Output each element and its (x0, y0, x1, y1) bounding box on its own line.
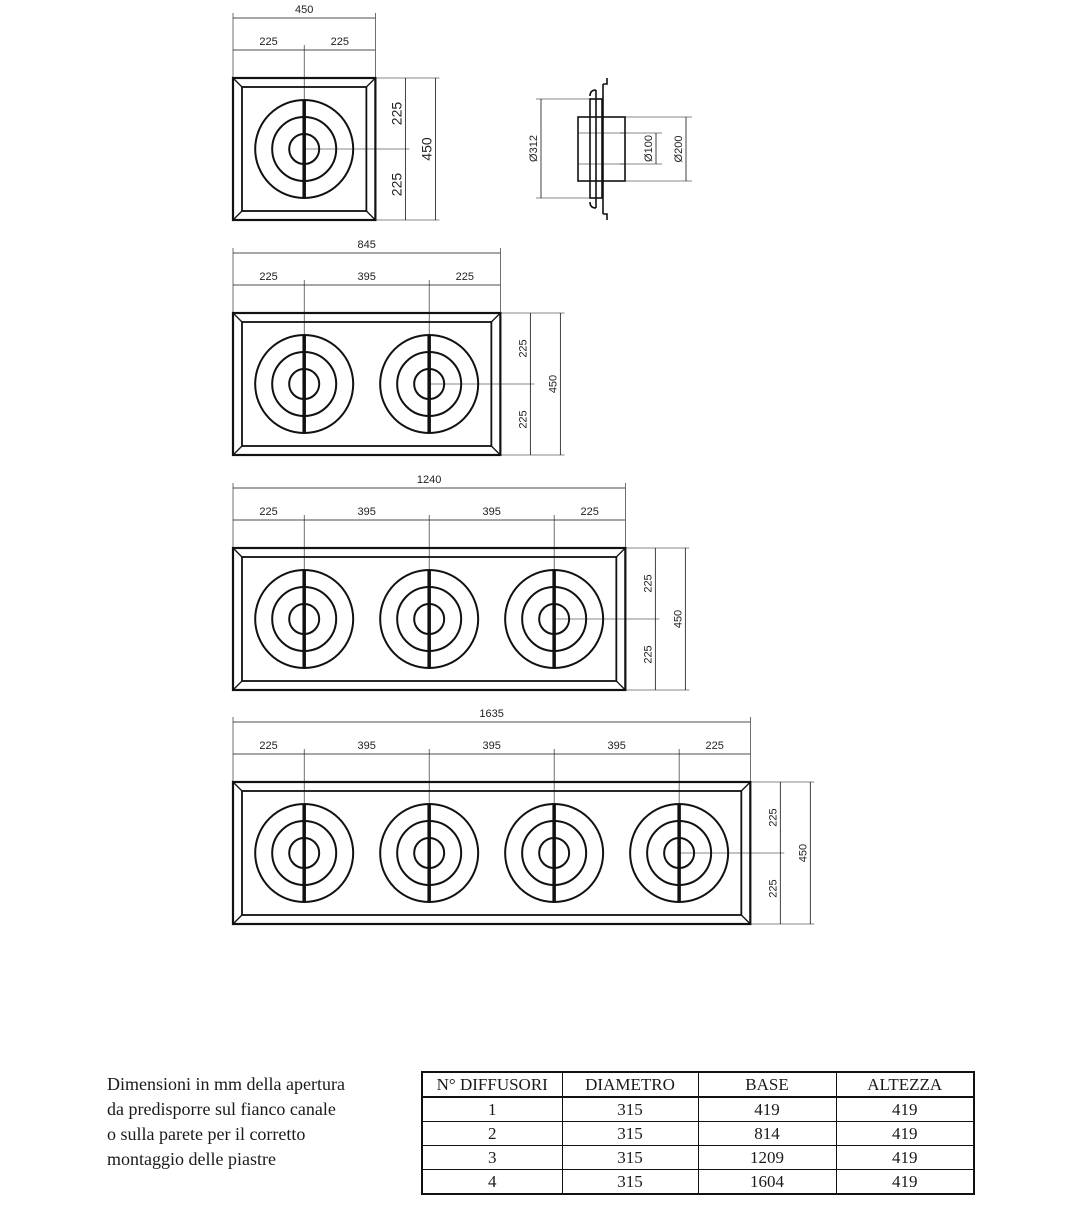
frame-bevel (741, 915, 750, 924)
frame-bevel (233, 681, 242, 690)
diffuser-side-view (528, 78, 692, 220)
dim-height-segment: 225 (388, 101, 405, 126)
dim-width-segment: 395 (482, 506, 501, 518)
cell-height: 419 (836, 1097, 974, 1122)
cell-height: 419 (836, 1122, 974, 1146)
cell-count: 4 (422, 1170, 562, 1195)
frame-bevel (366, 211, 375, 220)
cell-base: 1209 (698, 1146, 836, 1170)
header-altezza: ALTEZZA (836, 1072, 974, 1097)
cell-height: 419 (836, 1146, 974, 1170)
cell-base: 1604 (698, 1170, 836, 1195)
dim-total-width: 1635 (479, 708, 504, 720)
table-row (422, 1170, 974, 1195)
cell-diameter: 315 (562, 1097, 698, 1122)
dim-width-segment: 395 (607, 740, 626, 752)
frame-bevel (233, 915, 242, 924)
cell-count: 1 (422, 1097, 562, 1122)
frame-bevel (616, 681, 625, 690)
dimensions-note (107, 1072, 397, 1172)
frame-bevel (233, 313, 242, 322)
note-line: Dimensioni in mm della apertura (107, 1074, 345, 1094)
header-diametro: DIAMETRO (562, 1072, 698, 1097)
note-line: o sulla parete per il corretto (107, 1124, 306, 1144)
frame-bevel (233, 548, 242, 557)
table-row (422, 1146, 974, 1170)
frame-bevel (491, 446, 500, 455)
dim-width-segment: 395 (357, 740, 376, 752)
diffuser-panels (233, 4, 814, 924)
dim-width-segment: 395 (357, 271, 376, 283)
panel-frame (233, 782, 750, 924)
dim-width-segment: 225 (259, 506, 278, 518)
dim-width-segment: 225 (705, 740, 724, 752)
dim-total-height: 450 (547, 374, 560, 394)
panel-4-diffusers (233, 708, 814, 924)
dim-width-segment: 395 (482, 740, 501, 752)
dim-inner-diameter: Ø100 (643, 135, 655, 162)
note-line: da predisporre sul fianco canale (107, 1099, 336, 1119)
cell-count: 3 (422, 1146, 562, 1170)
dim-width-segment: 225 (259, 271, 278, 283)
table-header-row (422, 1072, 974, 1097)
note-line: montaggio delle piastre (107, 1149, 276, 1169)
frame-bevel (233, 211, 242, 220)
dim-total-height: 450 (797, 843, 810, 863)
frame-bevel (233, 78, 242, 87)
dim-height-segment: 225 (388, 172, 405, 197)
cell-diameter: 315 (562, 1146, 698, 1170)
header-n-diffusori: N° DIFFUSORI (422, 1072, 562, 1097)
header-base: BASE (698, 1072, 836, 1097)
cell-count: 2 (422, 1122, 562, 1146)
dim-total-width: 1240 (416, 474, 442, 486)
cell-base: 814 (698, 1122, 836, 1146)
dim-outer-diameter: Ø312 (528, 135, 540, 162)
frame-bevel (233, 446, 242, 455)
table-row (422, 1122, 974, 1146)
dim-total-width: 845 (357, 239, 376, 251)
cell-height: 419 (836, 1170, 974, 1195)
table-row (422, 1097, 974, 1122)
frame-bevel (491, 313, 500, 322)
dim-width-segment: 225 (330, 36, 349, 48)
frame-bevel (366, 78, 375, 87)
panel-1-diffusers (233, 4, 439, 220)
frame-bevel (616, 548, 625, 557)
dim-total-height: 450 (672, 609, 685, 629)
frame-bevel (233, 782, 242, 791)
dim-width-segment: 395 (357, 506, 376, 518)
dim-height-segment: 225 (642, 645, 655, 664)
cell-diameter: 315 (562, 1170, 698, 1195)
panel-3-diffusers (233, 474, 689, 690)
frame-bevel (741, 782, 750, 791)
dim-height-segment: 225 (517, 339, 530, 358)
panel-inner-frame (242, 791, 741, 915)
panel-2-diffusers (233, 239, 564, 455)
cell-base: 419 (698, 1097, 836, 1122)
dim-width-segment: 225 (259, 740, 278, 752)
dim-collar-diameter: Ø200 (673, 135, 685, 163)
cell-diameter: 315 (562, 1122, 698, 1146)
dim-height-segment: 225 (642, 574, 655, 593)
dim-width-segment: 225 (259, 36, 278, 48)
dim-height-segment: 225 (767, 879, 780, 898)
dim-height-segment: 225 (517, 410, 530, 429)
dim-total-height: 450 (418, 137, 435, 161)
dim-total-width: 450 (295, 4, 314, 16)
dim-height-segment: 225 (767, 808, 780, 827)
diffuser-spec-table (421, 1071, 975, 1195)
dim-width-segment: 225 (580, 506, 599, 518)
dim-width-segment: 225 (455, 271, 474, 283)
